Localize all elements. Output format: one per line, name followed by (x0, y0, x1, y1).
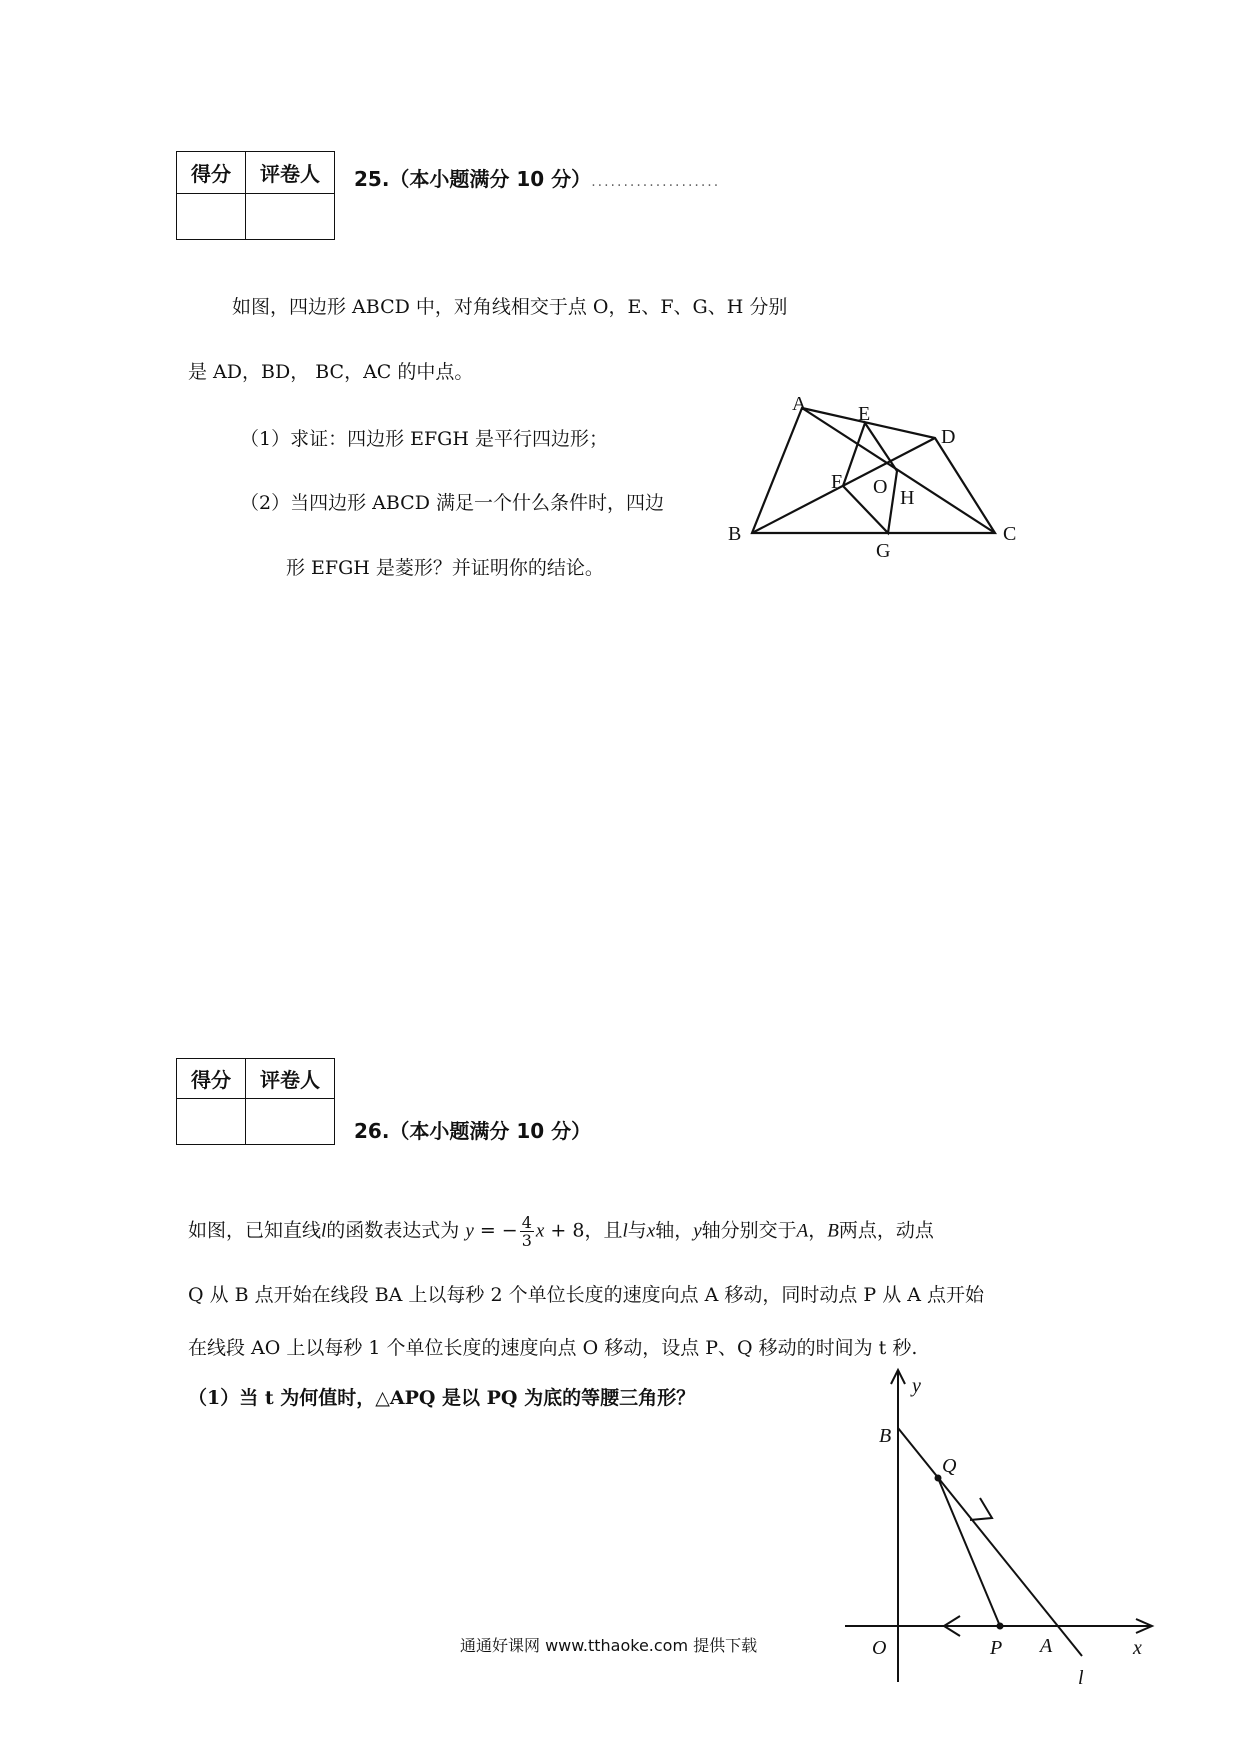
label-d: D (941, 426, 956, 448)
label-b: B (728, 523, 742, 545)
q25-part2b: 形 EFGH 是菱形？并证明你的结论。 (286, 557, 604, 579)
var-x: x (646, 1220, 656, 1242)
label-g: G (876, 540, 891, 562)
grader-cell[interactable] (246, 1099, 335, 1145)
label-b: B (879, 1425, 892, 1447)
q25-dots: .................... (591, 174, 721, 190)
fraction (520, 1214, 534, 1249)
q26-line3: 在线段 AO 上以每秒 1 个单位长度的速度向点 O 移动，设点 P、Q 移动的时间为 t 秒. (188, 1337, 918, 1359)
q26-part1: （1）当 t 为何值时，△APQ 是以 PQ 为底的等腰三角形？ (188, 1387, 696, 1409)
q26-text: 与 (627, 1219, 647, 1242)
point-p (997, 1623, 1004, 1630)
grader-header: 评卷人 (246, 1059, 335, 1099)
var-b: B (827, 1220, 839, 1242)
q26-line1-mid: 的函数表达式为 (326, 1219, 460, 1242)
label-x: x (1133, 1637, 1142, 1659)
frac-num: 4 (521, 1213, 532, 1232)
eq-rest: + 8 (544, 1219, 585, 1242)
q25-part2a: （2）当四边形 ABCD 满足一个什么条件时，四边 (240, 492, 664, 514)
eq-equals: = − (473, 1219, 518, 1242)
label-a: A (1040, 1635, 1053, 1657)
q26-line2: Q 从 B 点开始在线段 BA 上以每秒 2 个单位长度的速度向点 A 移动，同时动点 P 从 A 点开始 (188, 1284, 985, 1306)
q25-line2: 是 AD，BD， BC，AC 的中点。 (188, 361, 474, 383)
var-y: y (693, 1220, 702, 1242)
frac-den: 3 (521, 1231, 532, 1250)
segment-pq (938, 1478, 1000, 1626)
label-y: y (912, 1375, 921, 1397)
score-table-26 (176, 1058, 335, 1145)
score-header: 得分 (177, 152, 246, 194)
var-l: l (622, 1220, 628, 1242)
q25-line1: 如图，四边形 ABCD 中，对角线相交于点 O，E、F、G、H 分别 (232, 296, 788, 318)
var-a: A (796, 1220, 809, 1242)
footer-text: 通通好课网 www.tthaoke.com 提供下载 (460, 1636, 758, 1655)
label-c: C (1003, 523, 1017, 545)
grader-header: 评卷人 (246, 152, 335, 194)
label-a: A (792, 393, 807, 415)
label-e: E (858, 403, 871, 425)
score-cell[interactable] (177, 1099, 246, 1145)
label-l: l (1078, 1667, 1084, 1689)
q26-line1-pre: 如图，已知直线 (188, 1219, 322, 1242)
arrow-along-ba (970, 1498, 992, 1520)
label-o: O (872, 1637, 887, 1659)
q25-part1: （1）求证：四边形 EFGH 是平行四边形； (240, 428, 608, 450)
q26-text: ，且 (584, 1219, 623, 1242)
point-q (935, 1475, 942, 1482)
q26-title: 26.（本小题满分 10 分） (354, 1119, 592, 1143)
var-l: l (321, 1220, 327, 1242)
label-f: F (831, 471, 843, 493)
label-q: Q (942, 1455, 957, 1477)
coordinate-figure (0, 1360, 1240, 1754)
q26-text: 轴， (655, 1219, 694, 1242)
q25-title-text: 25.（本小题满分 10 分） (354, 167, 592, 191)
label-h: H (900, 487, 915, 509)
eq-x: x (535, 1220, 545, 1242)
q26-text: 两点，动点 (838, 1219, 934, 1242)
eq-y: y (465, 1220, 474, 1242)
quadrilateral-figure (0, 0, 1240, 640)
label-o: O (873, 476, 888, 498)
line-l (898, 1428, 1082, 1656)
label-p: P (990, 1637, 1003, 1659)
score-header: 得分 (177, 1059, 246, 1099)
q26-line1: 如图，已知直线l的函数表达式为 y = − $\frac{4}{3}$ x + 8，且l与x轴，y轴分别交于A，B两点，动点 (188, 1213, 934, 1250)
q26-text: 轴分别交于 (701, 1219, 797, 1242)
